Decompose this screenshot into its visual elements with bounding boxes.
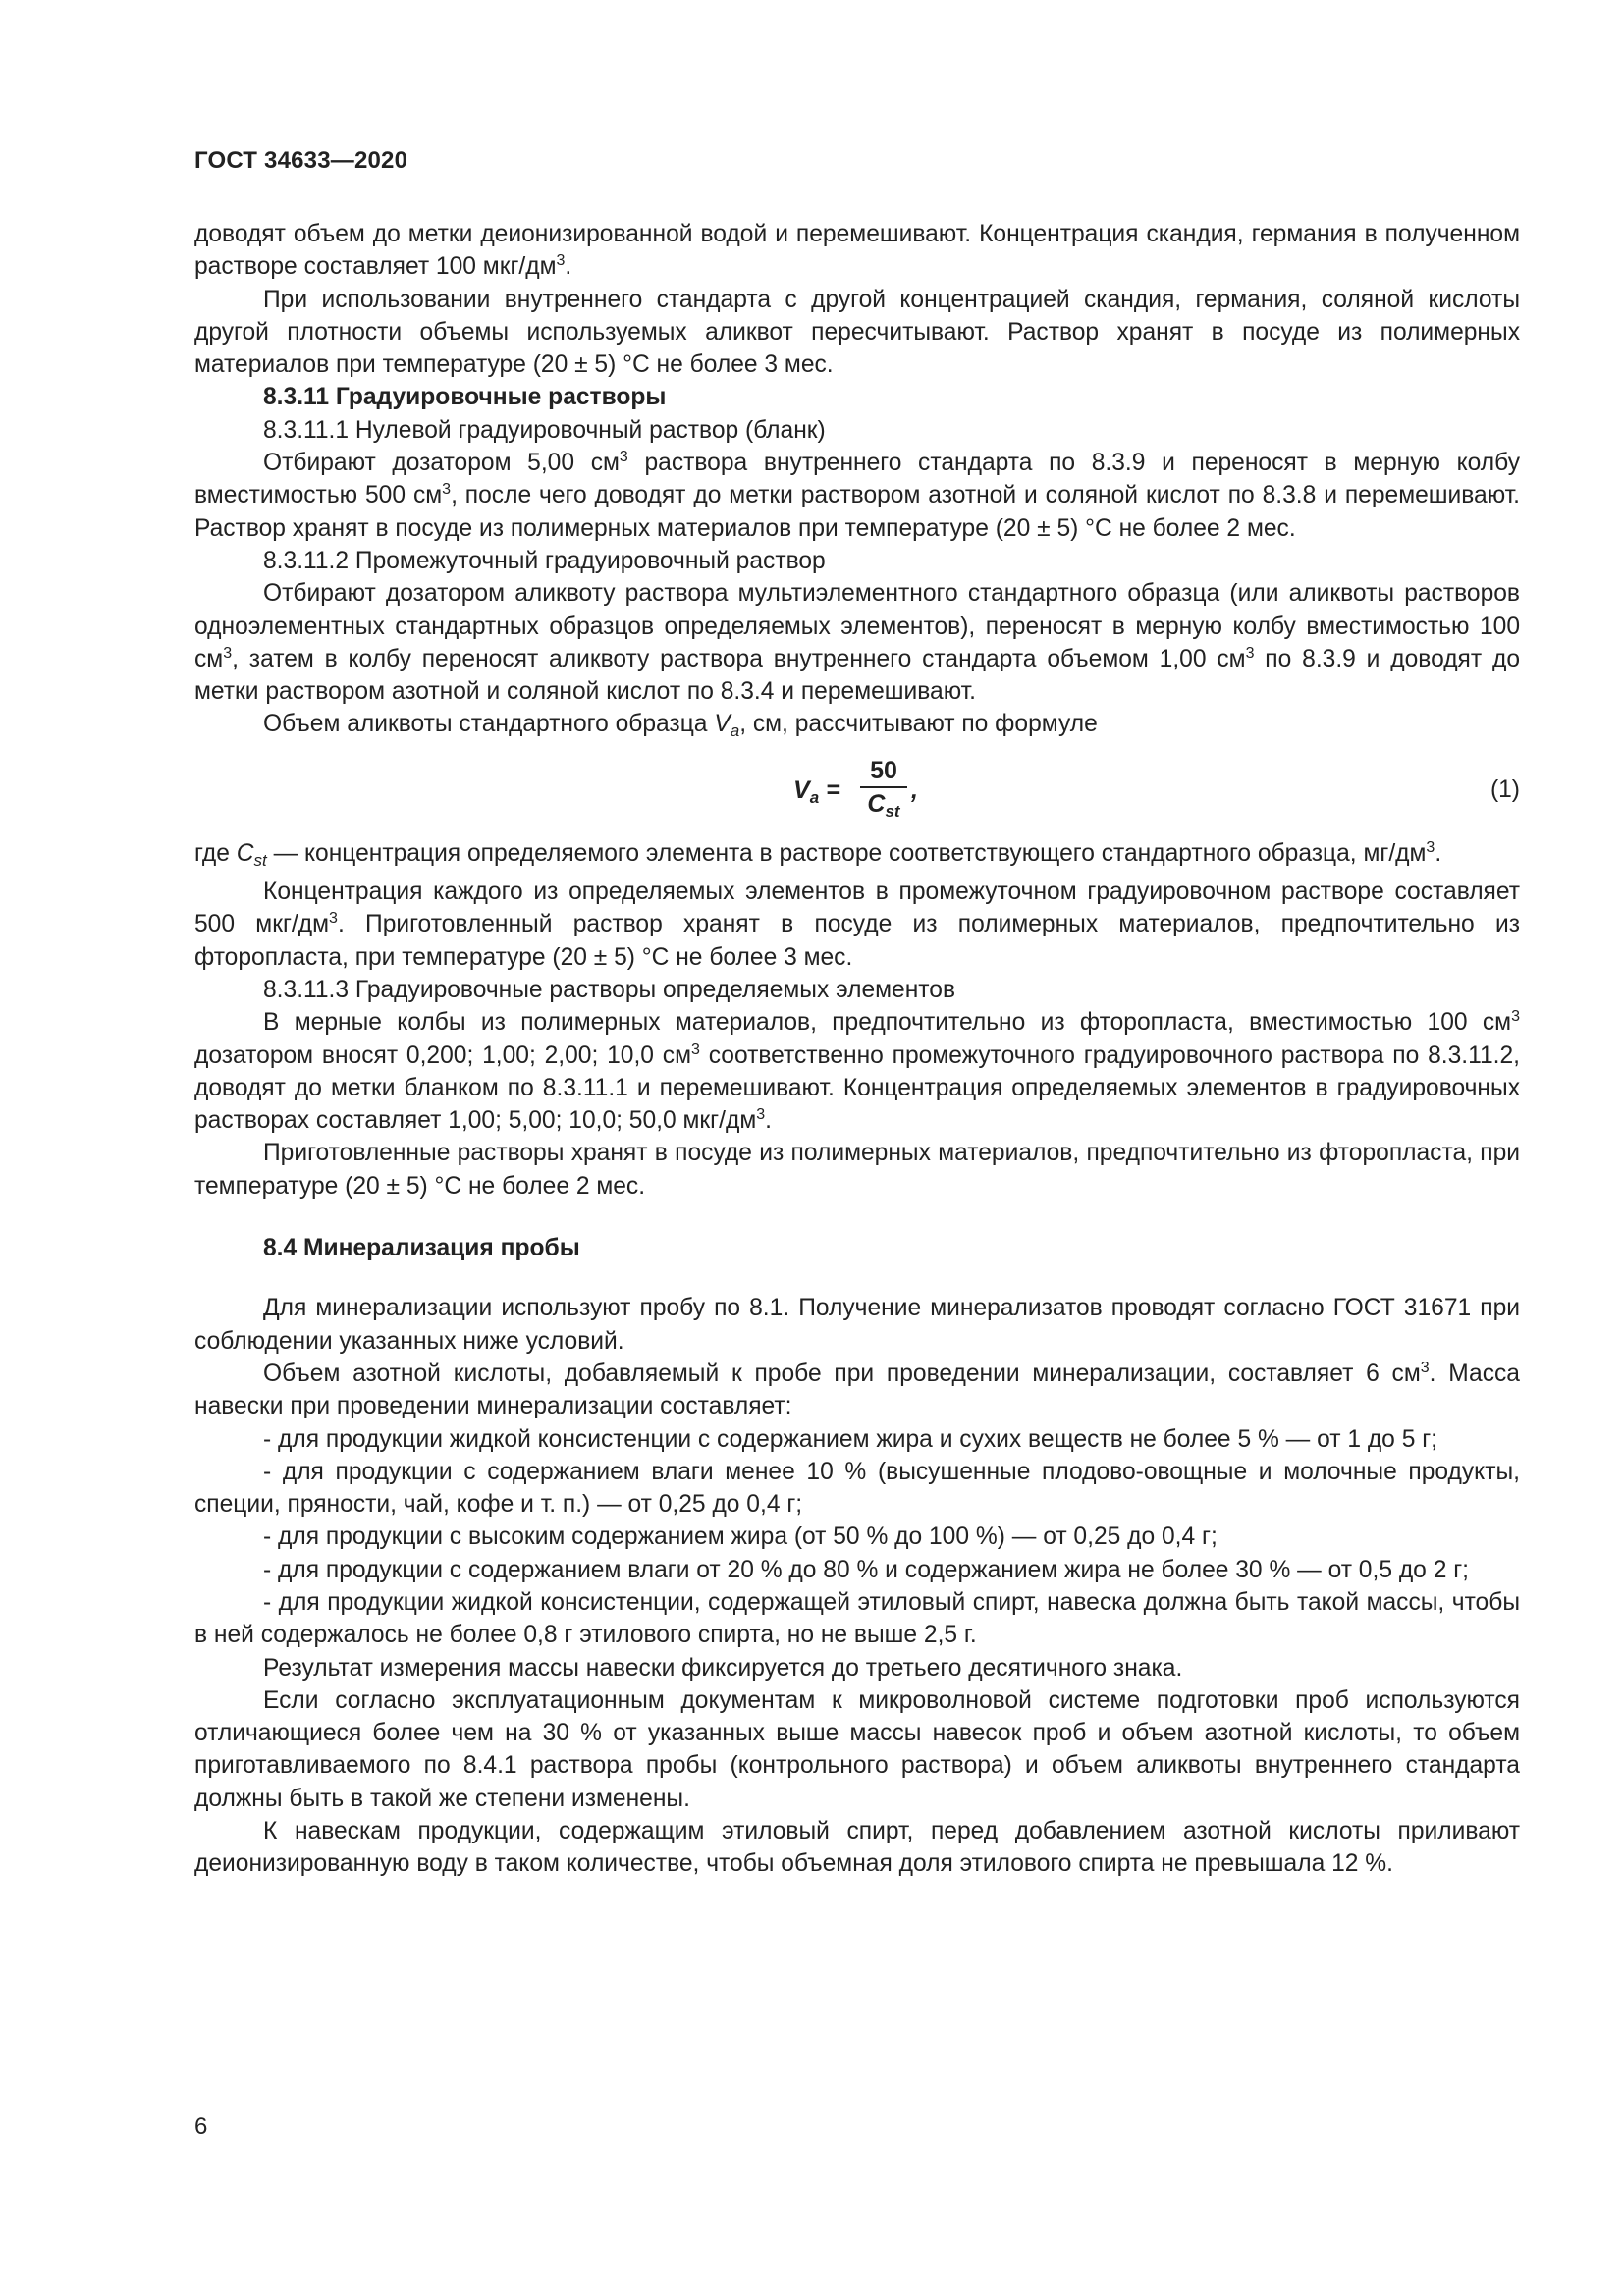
paragraph: К навескам продукции, содержащим этиловый спирт, перед добавлением азотной кислоты приливают деионизированную воду в таком количестве, чтобы объемная доля этилового спирта не превышала 12 %. [194, 1818, 1520, 1878]
section-heading-8-4: 8.4 Минерализация пробы [263, 1235, 580, 1262]
paragraph: Концентрация каждого из определяемых элементов в промежуточном градуировочном растворе составляет 500 мкг/$дм^3$. Приготовленный раствор хранят в посуде из полимерных материалов, предпочтительно из фторопласта, при температуре (20 ± 5) °С не более 3 мес. [194, 879, 1520, 971]
formula-1: $V_a$ = 50 $C_{st}$ , (1) [793, 756, 1520, 821]
paragraph: Отбирают дозатором 5,00 $см^3$ раствора внутреннего стандарта по 8.3.9 и переносят в мерную колбу вместимостью 500 $см^3$, после чего доводят до метки раствором азотной и соляной кислот по 8.3.8 и перемешивают. Раствор хранят в посуде из полимерных материалов при температуре (20 ± 5) °С не более 2 мес. [194, 449, 1521, 542]
document-page [194, 147, 1520, 1881]
paragraph: Если согласно эксплуатационным документам к микроволновой системе подготовки проб используются отличающиеся более чем на 30 % от указанных выше массы навесок проб и объем азотной кислоты, то объем приготавливаемого по 8.4.1 раствора пробы (контрольного раствора) и объем аликвоты внутреннего стандарта должны быть в такой же степени изменены. [194, 1686, 1520, 1812]
paragraph: доводят объем до метки деионизированной водой и перемешивают. Концентрация скандия, германия в полученном растворе составляет 100 мкг/$дм^3$. [194, 221, 1520, 281]
page-number: 6 [194, 2113, 208, 2140]
list-item: - для продукции с высоким содержанием жира (от 50 % до 100 %) — от 0,25 до 0,4 г; [263, 1523, 1218, 1551]
section-heading-8-3-11: 8.3.11 Градуировочные растворы [263, 384, 667, 411]
list-item: - для продукции с содержанием влаги менее 10 % (высушенные плодово-овощные и молочные продукты, специи, пряности, чай, кофе и т. п.) — от 0,25 до 0,4 г; [194, 1458, 1520, 1519]
paragraph: Для минерализации используют пробу по 8.1. Получение минерализатов проводят согласно ГОСТ 31671 при соблюдении указанных ниже условий. [194, 1295, 1520, 1355]
subsection-heading-8-3-11-2: 8.3.11.2 Промежуточный градуировочный раствор [263, 547, 826, 574]
fraction: 50 $C_{st}$ [860, 755, 907, 820]
subsection-heading-8-3-11-3: 8.3.11.3 Градуировочные растворы определяемых элементов [263, 976, 956, 1003]
list-item: - для продукции жидкой консистенции, содержащей этиловый спирт, навеска должна быть такой массы, чтобы в ней содержалось не более 0,8 г этилового спирта, но не выше 2,5 г. [194, 1588, 1520, 1649]
paragraph: В мерные колбы из полимерных материалов, предпочтительно из фторопласта, вместимостью 100 $см^3$ дозатором вносят 0,200; 1,00; 2,00; 10,0 $см^3$ соответственно промежуточного градуировочного раствора по 8.3.11.2, доводят до метки бланком по 8.3.11.1 и перемешивают. Концентрация определяемых элементов в градуировочных растворах составляет 1,00; 5,00; 10,0; 50,0 мкг/$дм^3$. [194, 1008, 1520, 1135]
equation-number: (1) [1489, 775, 1520, 803]
paragraph: Приготовленные растворы хранят в посуде из полимерных материалов, предпочтительно из фторопласта, при температуре (20 ± 5) °С не более 2 мес. [194, 1140, 1520, 1200]
list-item: - для продукции с содержанием влаги от 20 % до 80 % и содержанием жира не более 30 % — от 0,5 до 2 г; [263, 1556, 1470, 1583]
paragraph: При использовании внутреннего стандарта с другой концентрацией скандия, германия, соляной кислоты другой плотности объемы используемых аликвот пересчитывают. Раствор хранят в посуде из полимерных материалов при температуре (20 ± 5) °С не более 3 мес. [194, 286, 1520, 379]
list-item: - для продукции жидкой консистенции с содержанием жира и сухих веществ не более 5 % — от 1 до 5 г; [263, 1425, 1438, 1453]
paragraph: Результат измерения массы навески фиксируется до третьего десятичного знака. [263, 1654, 1183, 1682]
subsection-heading-8-3-11-1: 8.3.11.1 Нулевой градуировочный раствор (бланк) [263, 416, 826, 444]
paragraph: Объем аликвоты стандартного образца $V_a$, см, рассчитывают по формуле [263, 711, 1098, 741]
paragraph: Отбирают дозатором аликвоту раствора мультиэлементного стандартного образца (или аликвоты растворов одноэлементных стандартных образцов определяемых элементов), переносят в мерную колбу вместимостью 100 $см^3$, затем в колбу переносят аликвоту раствора внутреннего стандарта объемом 1,00 $см^3$ по 8.3.9 и доводят до метки раствором азотной и соляной кислот по 8.3.4 и перемешивают. [194, 580, 1521, 706]
paragraph: Объем азотной кислоты, добавляемый к пробе при проведении минерализации, составляет 6 $см^3$. Масса навески при проведении минерализации составляет: [194, 1359, 1520, 1420]
formula-legend: где $C_{st}$ — концентрация определяемого элемента в растворе соответствующего стандартного образца, $мг/дм^3$. [194, 838, 1442, 870]
document-header: ГОСТ 34633—2020 [194, 147, 408, 174]
